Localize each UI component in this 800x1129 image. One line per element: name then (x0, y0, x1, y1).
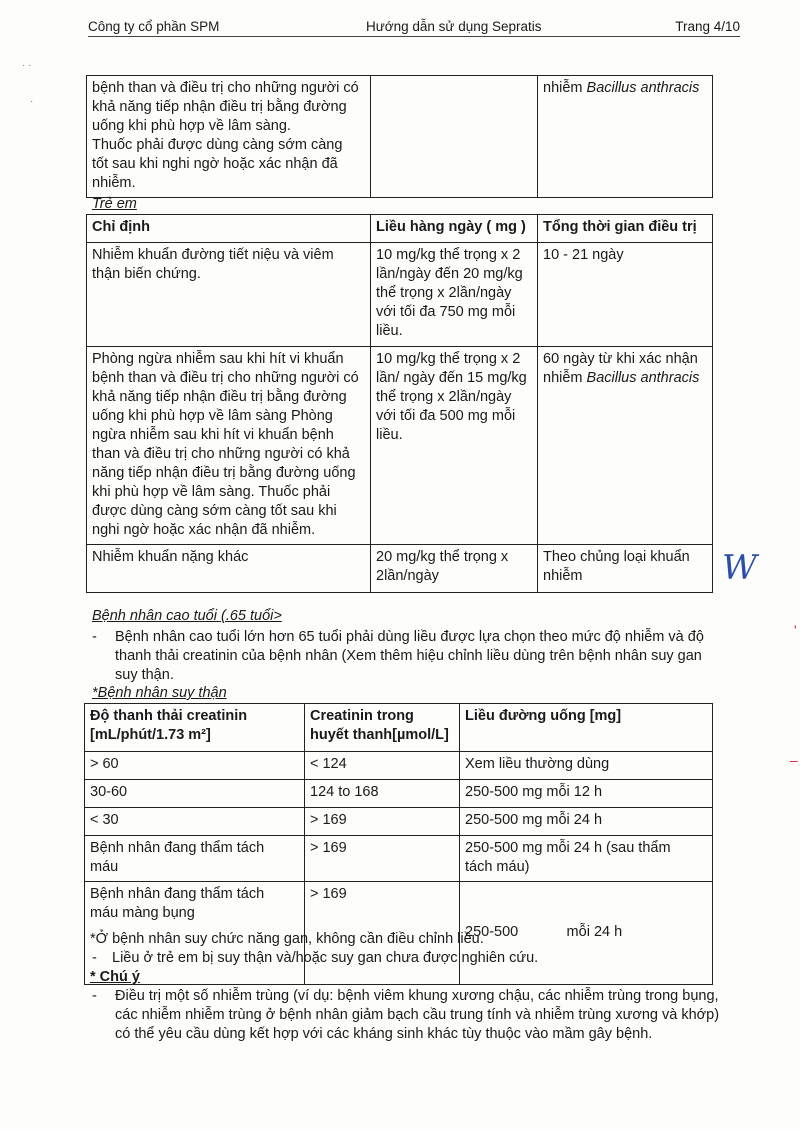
table-cell (85, 780, 305, 808)
cell-line: > 60 (90, 756, 119, 772)
cell-line: Bệnh nhân đang thẩm tách (90, 840, 265, 856)
table-cell (460, 752, 713, 780)
column-header (305, 704, 460, 752)
document-title: Hướng dẫn sử dụng Sepratis (366, 19, 542, 34)
bullet-dash: - (92, 629, 97, 645)
column-header: Liều hàng ngày ( mg ) (371, 215, 538, 243)
cell-line: Theo chủng loại khuẩn (543, 549, 690, 565)
table-row (85, 836, 713, 882)
column-header: Chỉ định (87, 215, 371, 243)
table-cell (538, 76, 713, 198)
table-cell (87, 347, 371, 545)
handwritten-initial: W (722, 548, 757, 588)
cell-line: khả năng tiếp nhận điều trị bằng đường (92, 99, 347, 115)
text-line: suy thận. (115, 667, 174, 683)
cell-line: tách máu) (465, 859, 530, 875)
cell-line: bệnh than và điều trị cho những người có (92, 80, 359, 96)
bullet-text: Liều ở trẻ em bị suy thận và/hoặc suy gan chưa được nghiên cứu. (112, 950, 539, 966)
table-row (87, 545, 713, 593)
cell-line: 250-500 mg mỗi 24 h (sau thẩm (465, 840, 671, 856)
organism-name: Bacillus anthracis (586, 80, 700, 96)
table-cell: < 124 (305, 752, 460, 780)
table-row (85, 752, 713, 780)
cell-line (543, 369, 707, 388)
page-number: Trang 4/10 (675, 19, 740, 34)
elderly-heading: Bệnh nhân cao tuổi (.65 tuổi> (92, 608, 282, 624)
header-line: Độ thanh thải creatinin (90, 708, 248, 724)
cell-line: bệnh than và điều trị cho những người có (92, 370, 359, 386)
table-row (87, 76, 713, 198)
cell-line: 2lần/ngày (376, 568, 439, 584)
cell-line: 250-500 mg mỗi 24 h (465, 812, 603, 828)
margin-mark: ' (794, 622, 797, 638)
table-row (87, 243, 713, 347)
table-cell (371, 76, 538, 198)
table-cell (87, 76, 371, 198)
cell-line: nhiễm (543, 568, 583, 584)
table-cell (371, 545, 538, 593)
attention-heading: * Chú ý (90, 969, 140, 985)
table-row (85, 780, 713, 808)
column-header: Tổng thời gian điều trị (538, 215, 713, 243)
cell-line: lần/ ngày đến 15 mg/kg (376, 370, 527, 386)
organism-name: Bacillus anthracis (586, 370, 700, 386)
text-line: có thể yêu cầu dùng kết hợp với các kháng sinh khác tùy thuộc vào mầm gây bệnh. (115, 1026, 653, 1042)
text-line: thanh thải creatinin của bệnh nhân (Xem thêm hiệu chỉnh liều dùng trên bệnh nhân suy gan (115, 648, 702, 664)
table-cell (371, 347, 538, 545)
attention-bullet (92, 987, 744, 1044)
scan-speck: · (30, 96, 34, 107)
header-line: [mL/phút/1.73 m²] (90, 727, 211, 743)
cell-line: ngừa nhiễm sau khi hít vi khuẩn bệnh (92, 427, 334, 443)
children-dosage-table (86, 214, 713, 593)
cell-line: khi phù hợp về lâm sàng. Thuốc phải (92, 484, 331, 500)
cell-line: Xem liều thường dùng (465, 756, 610, 772)
table-cell: 124 to 168 (305, 780, 460, 808)
column-header (85, 704, 305, 752)
children-renal-bullet (92, 949, 744, 968)
cell-line: Nhiễm khuẩn nặng khác (92, 549, 249, 565)
table-cell (460, 780, 713, 808)
cell-line: < 30 (90, 812, 119, 828)
cell-line: tốt sau khi nghi ngờ hoặc xác nhận đã (92, 156, 338, 172)
cell-line: than và điều trị cho những người có khả (92, 446, 350, 462)
cell-line: thể trọng x 2lần/ngày (376, 389, 512, 405)
scan-speck: · · (22, 60, 32, 71)
cell-line: nghi ngờ hoặc xác nhận đã nhiễm. (92, 522, 316, 538)
table-cell (87, 243, 371, 347)
liver-note: *Ở bệnh nhân suy chức năng gan, không cần điều chỉnh liều. (90, 931, 484, 947)
cell-line: 10 - 21 ngày (543, 247, 624, 263)
cell-line: thể trọng x 2lần/ngày (376, 285, 512, 301)
table-cell (538, 545, 713, 593)
cell-line: được dùng càng sớm càng tốt sau khi (92, 503, 337, 519)
table-cell (460, 836, 713, 882)
table-cell (538, 347, 713, 545)
page-header (88, 18, 740, 37)
header-line: Creatinin trong (310, 708, 414, 724)
cell-line: 250-500 mg mỗi 12 h (465, 784, 603, 800)
margin-mark: – (790, 752, 798, 768)
cell-line: thận biến chứng. (92, 266, 201, 282)
table-cell (85, 836, 305, 882)
cell-line: 10 mg/kg thể trọng x 2 (376, 351, 521, 367)
cell-line: uống khi phù hợp về lâm sàng. (92, 118, 291, 134)
cell-line: Phòng ngừa nhiễm sau khi hít vi khuẩn (92, 351, 344, 367)
cell-line: khả năng tiếp nhận điều trị bằng đường (92, 389, 347, 405)
cell-line: 10 mg/kg thể trọng x 2 (376, 247, 521, 263)
table-cell (460, 882, 713, 985)
cell-line: 30-60 (90, 784, 128, 800)
cell-line: Bệnh nhân đang thẩm tách (90, 886, 265, 902)
table-cell (538, 243, 713, 347)
top-continuation-table (86, 75, 713, 198)
table-cell (85, 808, 305, 836)
children-heading: Trẻ em (92, 196, 137, 212)
header-line: huyết thanh[µmol/L] (310, 727, 449, 743)
cell-line: với tối đa 500 mg mỗi (376, 408, 516, 424)
table-cell (87, 545, 371, 593)
cell-text: nhiễm (543, 80, 587, 96)
cell-line: lần/ngày đến 20 mg/kg (376, 266, 523, 282)
header-line: Liều đường uống [mg] (465, 708, 622, 724)
table-row (85, 808, 713, 836)
cell-line: năng tiếp nhận điều trị bằng đường uống (92, 465, 356, 481)
text-line: Điều trị một số nhiễm trùng (ví dụ: bệnh viêm khung xương chậu, các nhiễm trùng trong bụng, (115, 988, 719, 1004)
table-header-row (85, 704, 713, 752)
bullet-text (115, 987, 744, 1044)
table-row (87, 347, 713, 545)
cell-line: máu (90, 859, 119, 875)
elderly-bullet (92, 628, 744, 685)
cell-line: nhiễm. (92, 175, 136, 191)
table-cell: > 169 (305, 836, 460, 882)
cell-line: máu màng bụng (90, 905, 195, 921)
cell-line: 250-500 mỗi 24 h (465, 924, 623, 940)
bullet-dash: - (92, 950, 97, 966)
column-header (460, 704, 713, 752)
cell-text: nhiễm (543, 370, 587, 386)
table-cell: > 169 (305, 882, 460, 985)
cell-line: liều. (376, 427, 403, 443)
bullet-dash: - (92, 988, 97, 1004)
renal-heading: *Bệnh nhân suy thận (92, 685, 227, 701)
table-cell (85, 752, 305, 780)
cell-line: uống khi phù hợp về lâm sàng Phòng (92, 408, 333, 424)
cell-line: liều. (376, 323, 403, 339)
cell-line: với tối đa 750 mg mỗi (376, 304, 516, 320)
cell-line: 60 ngày từ khi xác nhận (543, 351, 698, 367)
cell-line: Thuốc phải được dùng càng sớm càng (92, 137, 343, 153)
table-header-row (87, 215, 713, 243)
text-line: các nhiễm nhiễm trùng ở bệnh nhân giảm bạch cầu trung tính và nhiễm trùng xương và khớp) (115, 1007, 720, 1023)
text-line: Bệnh nhân cao tuổi lớn hơn 65 tuổi phải dùng liều được lựa chọn theo mức độ nhiễm và độ (115, 629, 704, 645)
table-cell (460, 808, 713, 836)
bullet-text (115, 628, 744, 685)
company-name: Công ty cổ phần SPM (88, 19, 220, 34)
table-cell (371, 243, 538, 347)
table-cell: > 169 (305, 808, 460, 836)
cell-line: Nhiễm khuẩn đường tiết niệu và viêm (92, 247, 334, 263)
cell-line: 20 mg/kg thể trọng x (376, 549, 509, 565)
